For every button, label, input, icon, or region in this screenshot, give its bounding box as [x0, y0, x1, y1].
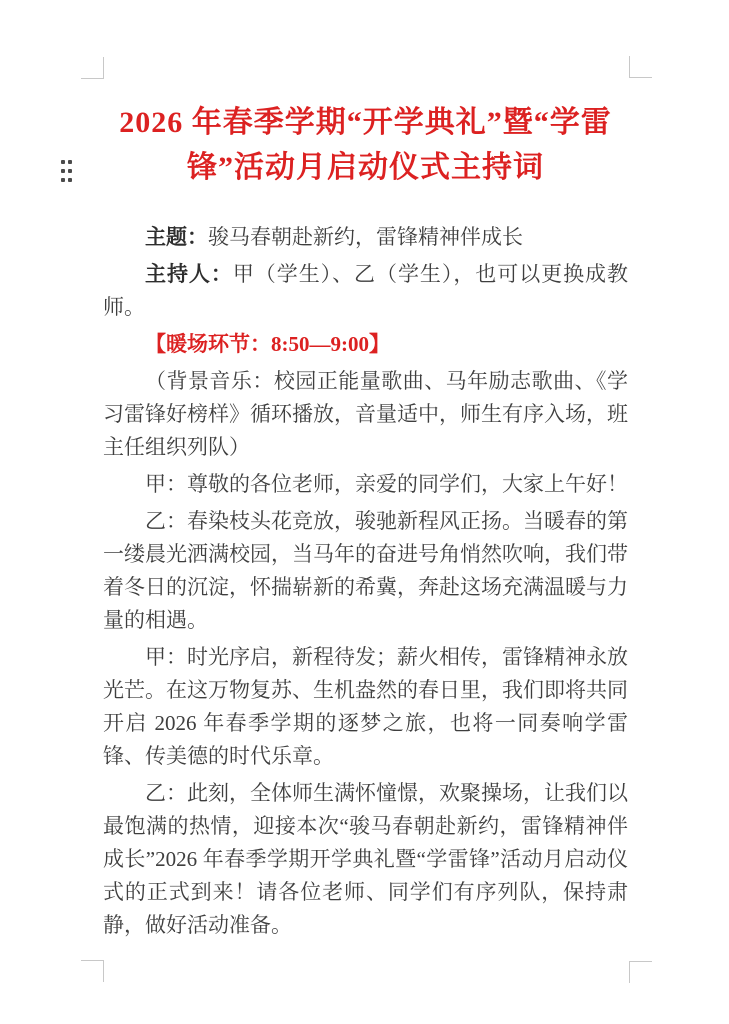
paragraph-background-music: （背景音乐：校园正能量歌曲、马年励志歌曲、《学习雷锋好榜样》循环播放，音量适中，师生有序入场，班主任组织列队）: [103, 369, 628, 459]
meta-theme-text: 骏马春朝赴新约，雷锋精神伴成长: [208, 225, 523, 249]
paragraph-host-a-new-term: 甲：时光序启，新程待发；薪火相传，雷锋精神永放光芒。在这万物复苏、生机盎然的春日里，我们即将共同开启 2026 年春季学期的逐梦之旅，也将一同奏响学雷锋、传美德的时代乐章。: [103, 645, 628, 768]
paragraph-host-b-spring: 乙：春染枝头花竞放，骏驰新程风正扬。当暖春的第一缕晨光洒满校园，当马年的奋进号角悄然吹响，我们带着冬日的沉淀，怀揣崭新的希冀，奔赴这场充满温暖与力量的相遇。: [103, 509, 628, 632]
margin-crop-mark-top-right: [629, 56, 652, 78]
drag-handle-icon[interactable]: [61, 160, 72, 182]
meta-theme-label: 主题：: [145, 225, 208, 249]
meta-hosts-text: 甲（学生）、乙（学生），也可以更换成教师。: [103, 262, 629, 319]
margin-crop-mark-bottom-right: [629, 961, 652, 983]
meta-hosts: [103, 258, 628, 324]
section-header-warmup: 【暖场环节：8:50—9:00】: [145, 332, 390, 356]
document-title: [103, 100, 628, 190]
document-title-line-2: 锋”活动月启动仪式主持词: [187, 151, 544, 184]
document-body: [103, 100, 628, 942]
meta-theme: [103, 221, 628, 254]
margin-crop-mark-bottom-left: [81, 960, 104, 982]
paragraph-host-a-greeting: 甲：尊敬的各位老师，亲爱的同学们，大家上午好！: [145, 472, 628, 496]
document-title-line-1: 2026 年春季学期“开学典礼”暨“学雷: [119, 106, 612, 139]
paragraph-host-b-ceremony-start: 乙：此刻，全体师生满怀憧憬，欢聚操场，让我们以最饱满的热情，迎接本次“骏马春朝赴新约，雷锋精神伴成长”2026 年春季学期开学典礼暨“学雷锋”活动月启动仪式的正式到来！请各位老师、同学们有序列队，保持肃静，做好活动准备。: [103, 781, 628, 937]
meta-hosts-label: 主持人：: [145, 262, 233, 286]
margin-crop-mark-top-left: [81, 57, 104, 79]
